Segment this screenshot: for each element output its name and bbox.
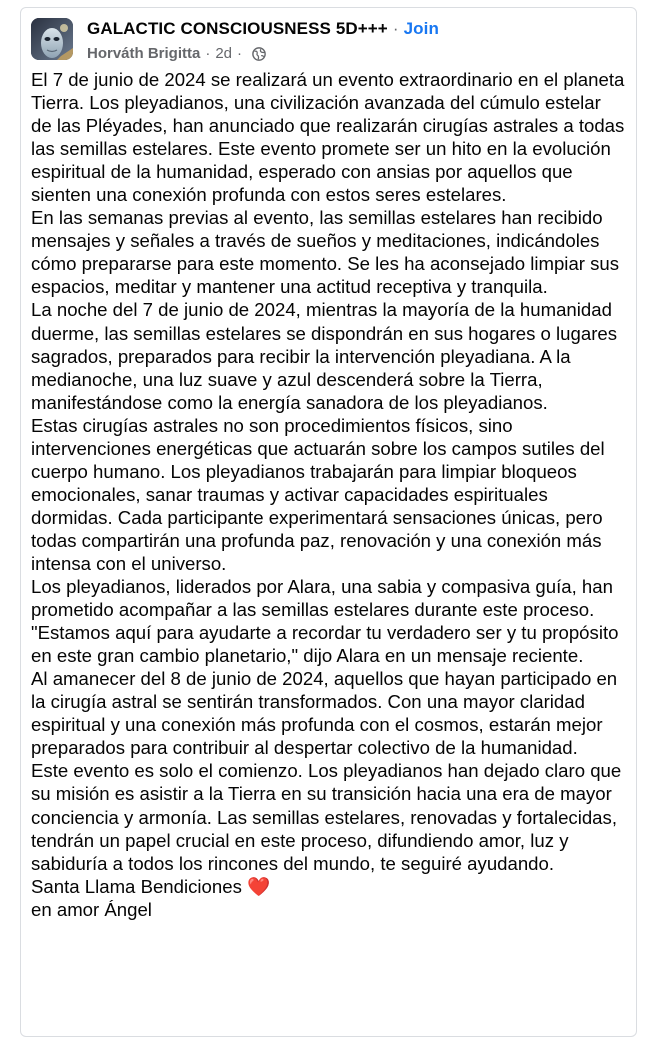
group-avatar-icon (31, 18, 73, 60)
group-title-line (87, 19, 439, 39)
title-separator: · (392, 19, 399, 38)
post-paragraph-4: Estas cirugías astrales no son procedimientos físicos, sino intervenciones energéticas que actuarán sobre los campos sutiles del cuerpo humano. Los pleyadianos trabajarán para limpiar bloqueos emocionales, sanar traumas y activar capacidades espirituales dormidas. Cada participante experimentará sensaciones únicas, pero todas compartirán una profunda paz, renovación y una conexión más intensa con el universo. (31, 414, 605, 574)
heart-icon: ❤️ (247, 875, 271, 897)
post-paragraph-3: La noche del 7 de junio de 2024, mientras la mayoría de la humanidad duerme, las semillas estelares se dispondrán en sus hogares o lugares sagrados, preparados para recibir la intervención pleyadiana. A la medianoche, una luz suave y azul descenderá sobre la Tierra, manifestándose como la energía sanadora de los pleyadianos. (31, 299, 618, 413)
group-avatar[interactable] (31, 18, 73, 60)
post-paragraph-1: El 7 de junio de 2024 se realizará un evento extraordinario en el planeta Tierra. Los pleyadianos, una civilización avanzada del cúmulo estelar de las Pléyades, han anunciado que realizarán cirugías astrales a todas las semillas estelares. Este evento promete ser un hito en la evolución espiritual de la humanidad, esperado con ansias por aquellos que sienten una conexión profunda con estos seres estelares. (31, 69, 625, 206)
closing-text: Santa Llama Bendiciones (31, 875, 242, 897)
post-paragraph-7: Este evento es solo el comienzo. Los pleyadianos han dejado claro que su misión es asistir a la Tierra en su transición hacia una era de mayor conciencia y armonía. Las semillas estelares, renovadas y fortalecidas, tendrán un papel crucial en este proceso, difundiendo amor, luz y sabiduría a todos los rincones del mundo, te seguiré ayudando. (31, 760, 622, 874)
author-name[interactable]: Horváth Brigitta (87, 45, 201, 62)
signature: en amor Ángel (31, 898, 152, 920)
post-card (20, 7, 637, 1037)
meta-separator-2: · (237, 45, 243, 62)
join-button[interactable]: Join (403, 19, 439, 38)
post-time[interactable]: 2d (215, 45, 233, 62)
closing-line (31, 875, 626, 898)
post-body (31, 68, 626, 921)
group-name[interactable]: GALACTIC CONSCIOUSNESS 5D+++ (87, 19, 388, 38)
globe-icon (252, 47, 266, 61)
post-meta (87, 45, 266, 62)
post-paragraph-5: Los pleyadianos, liderados por Alara, una sabia y compasiva guía, han prometido acompañar a las semillas estelares durante este proceso. "Estamos aquí para ayudarte a recordar tu verdadero ser y tu propósito en este gran cambio planetario," dijo Alara en un mensaje reciente. (31, 576, 619, 667)
post-paragraph-2: En las semanas previas al evento, las semillas estelares han recibido mensajes y señales a través de sueños y meditaciones, indicándoles cómo prepararse para este momento. Se les ha aconsejado limpiar sus espacios, meditar y mantener una actitud receptiva y tranquila. (31, 207, 620, 298)
post-header (31, 18, 621, 66)
post-paragraph-6: Al amanecer del 8 de junio de 2024, aquellos que hayan participado en la cirugía astral se sentirán transformados. Con una mayor claridad espiritual y una conexión más profunda con el cosmos, estarán mejor preparados para contribuir al despertar colectivo de la humanidad. (31, 668, 618, 759)
meta-separator: · (205, 45, 211, 62)
